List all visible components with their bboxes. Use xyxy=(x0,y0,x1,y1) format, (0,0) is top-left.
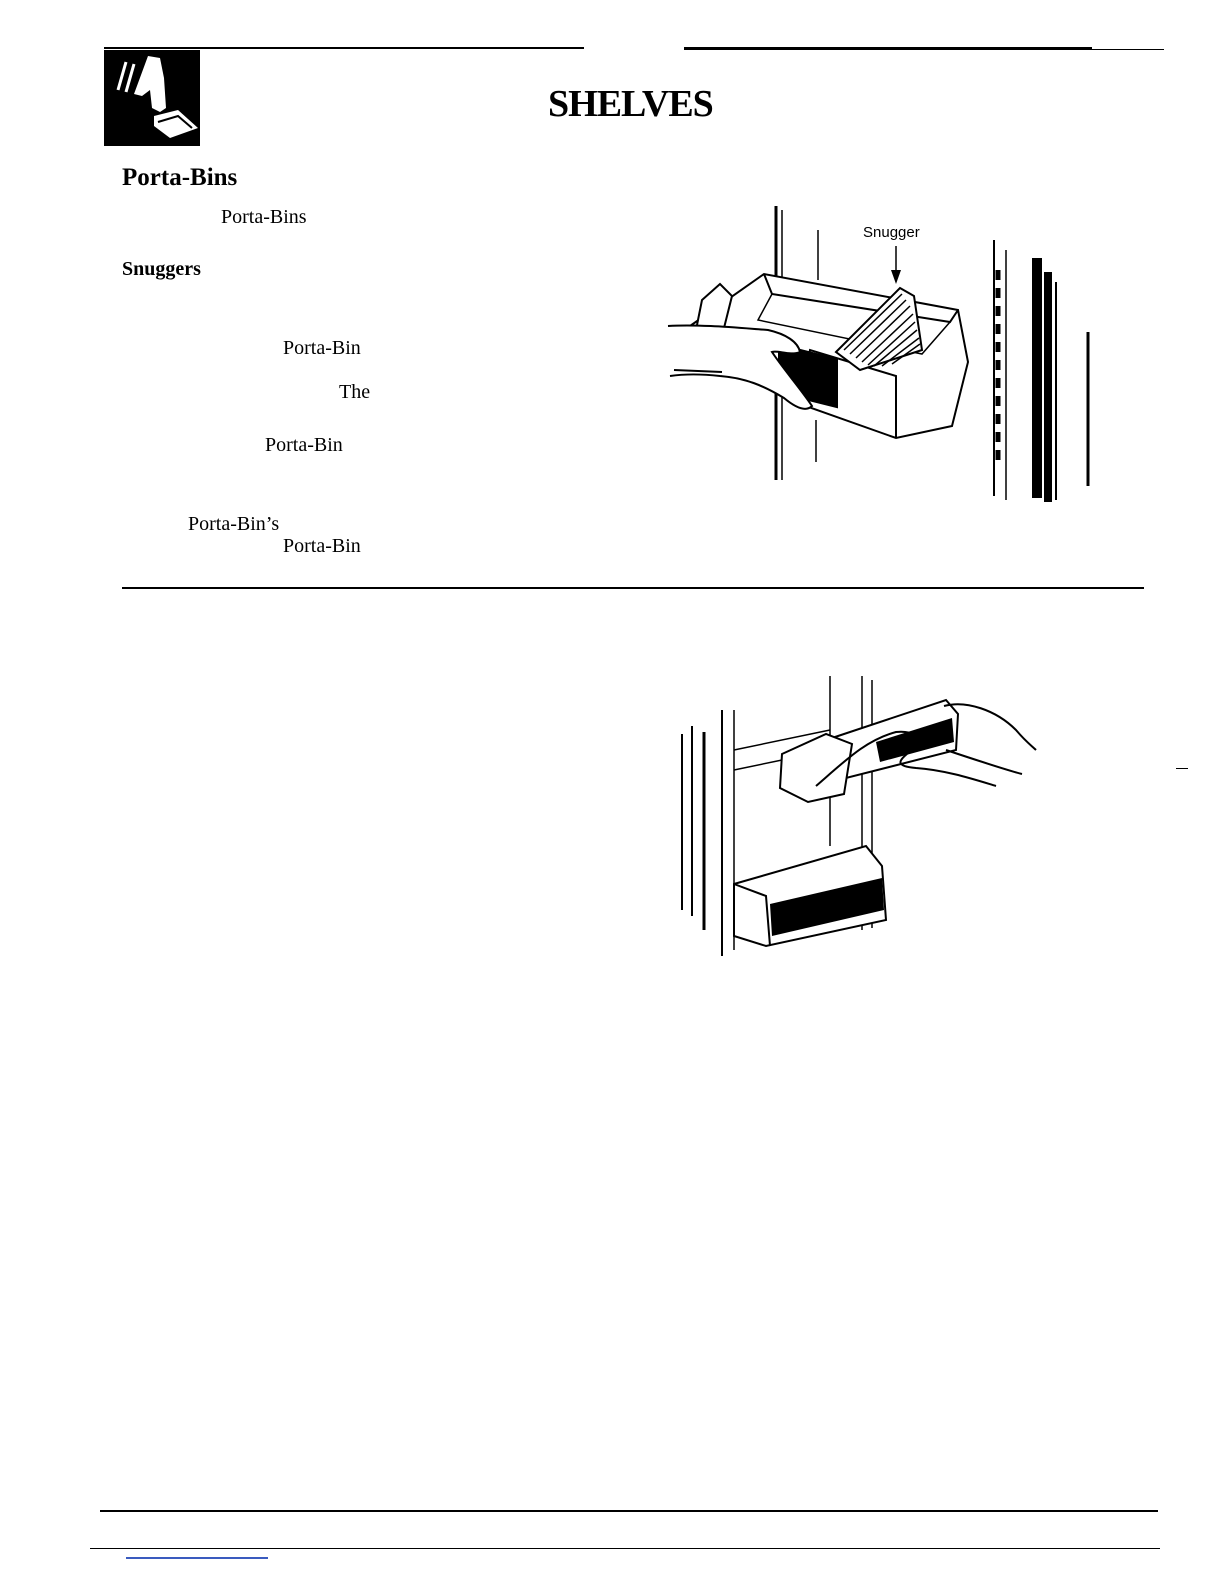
header-rule-right xyxy=(684,47,1092,50)
footer-rule-thin xyxy=(90,1548,1160,1549)
header-rule-right-thin xyxy=(1092,49,1164,50)
text-fragment-the: The xyxy=(339,381,371,403)
section-divider xyxy=(122,587,1144,589)
page-title: SHELVES xyxy=(548,83,713,125)
figure-door-bin-install xyxy=(676,670,1046,960)
header-rule-left xyxy=(104,47,584,49)
hand-pressing-button-icon xyxy=(104,50,200,146)
stray-mark xyxy=(1176,768,1188,769)
text-fragment-porta-bin-2: Porta-Bin xyxy=(265,434,343,456)
text-fragment-porta-bins: Porta-Bins xyxy=(221,206,307,228)
text-fragment-porta-bin-3: Porta-Bin xyxy=(283,535,361,557)
section-heading-porta-bins: Porta-Bins xyxy=(122,164,238,191)
footer-link-underline xyxy=(126,1557,268,1559)
figure-porta-bin-snugger xyxy=(660,200,1100,520)
text-fragment-porta-bin-1: Porta-Bin xyxy=(283,337,361,359)
subheading-snuggers: Snuggers xyxy=(122,258,201,280)
footer-rule xyxy=(100,1510,1158,1512)
text-fragment-porta-bins-possessive: Porta-Bin’s xyxy=(188,513,280,535)
figure-label-snugger: Snugger xyxy=(863,224,920,241)
